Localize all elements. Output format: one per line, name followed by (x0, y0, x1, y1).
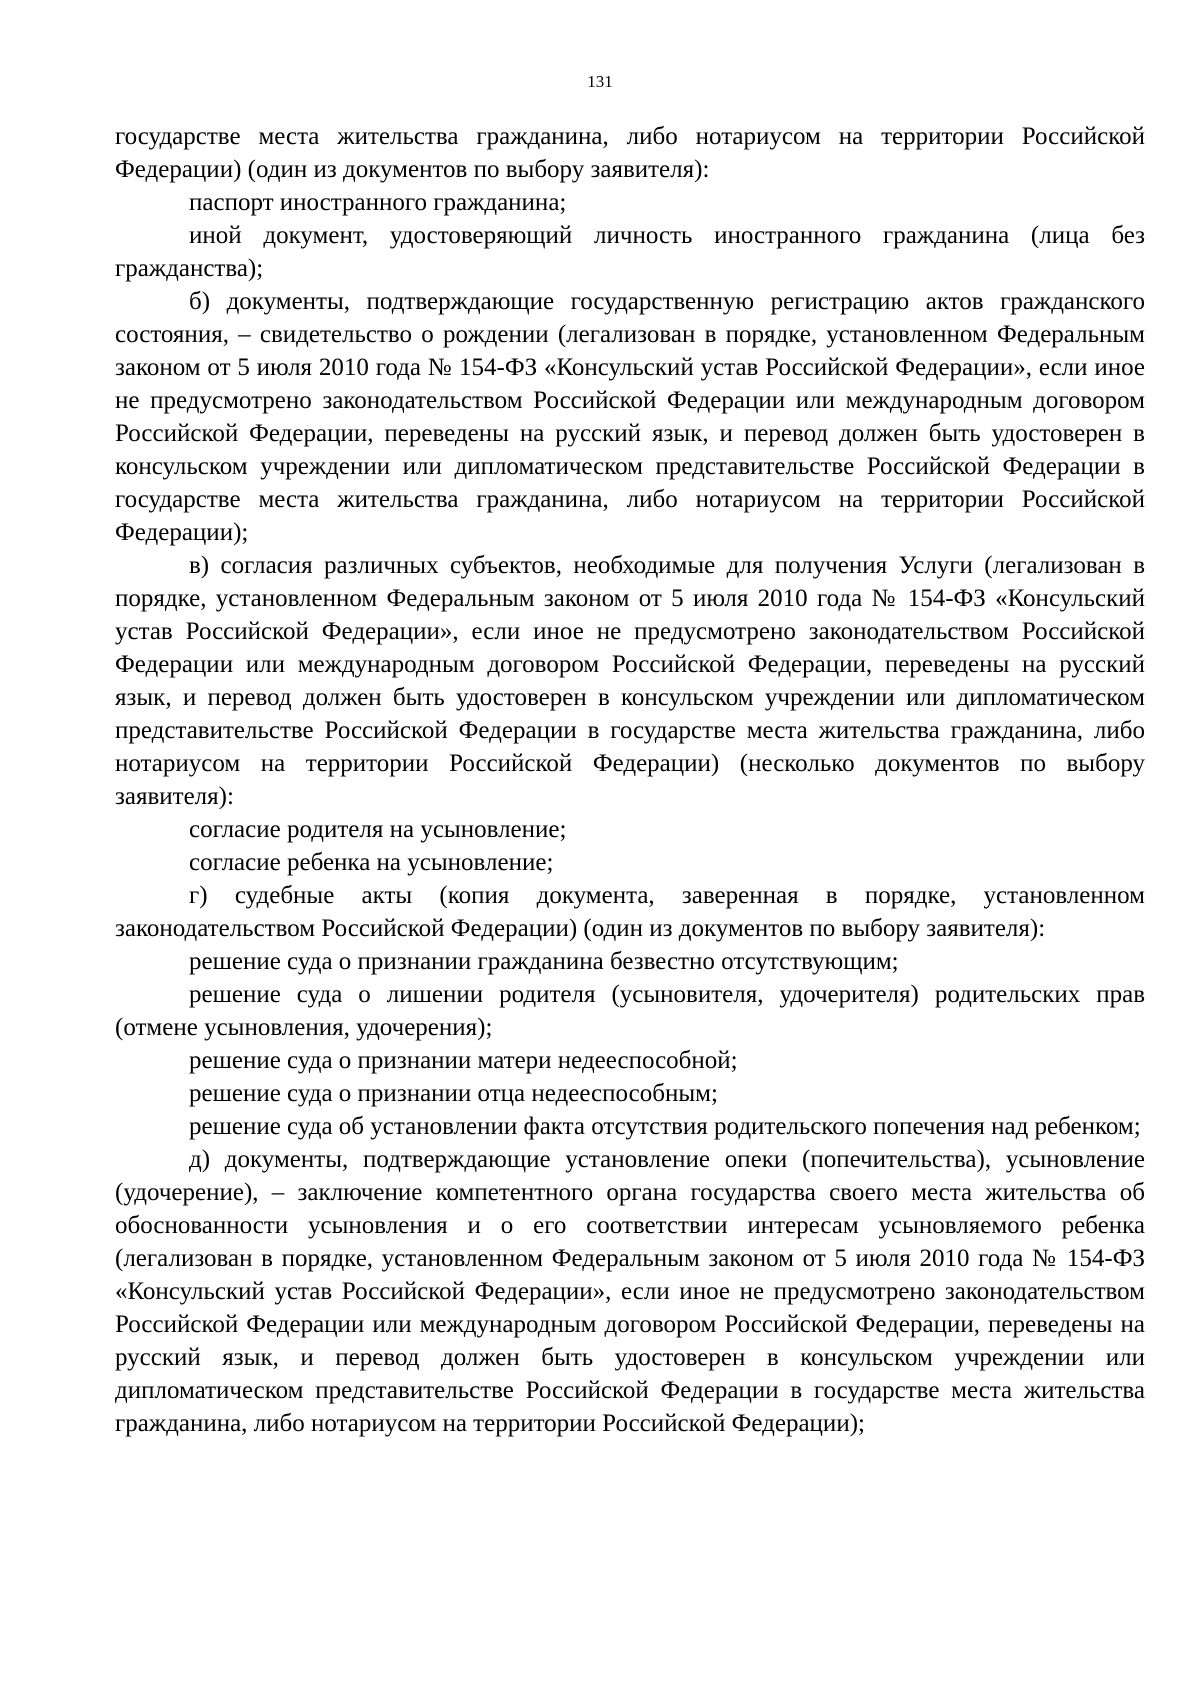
list-item-passport: паспорт иностранного гражданина; (189, 189, 567, 216)
paragraph-item-g: г) судебные акты (копия документа, заверенная в порядке, установленном законодательством Российской Федерации) (один из документов по выбору заявителя): (115, 882, 1145, 942)
list-item-other-id: иной документ, удостоверяющий личность иностранного гражданина (лица без гражданства); (115, 222, 1145, 282)
list-item-court-father: решение суда о признании отца недееспособным; (189, 1080, 718, 1107)
document-body (115, 120, 1145, 1440)
list-item-child-consent: согласие ребенка на усыновление; (189, 849, 554, 876)
page-number: 131 (587, 72, 613, 91)
list-item-court-care: решение суда об установлении факта отсутствия родительского попечения над ребенком; (189, 1113, 1141, 1140)
paragraph-continuation: государстве места жительства гражданина, либо нотариусом на территории Российской Федерации) (один из документов по выбору заявителя): (115, 123, 1145, 183)
list-item-parent-consent: согласие родителя на усыновление; (189, 816, 567, 843)
paragraph-item-b: б) документы, подтверждающие государственную регистрацию актов гражданского состояния, – свидетельство о рождении (легализован в порядке, установленном Федеральным законом от 5 июля 2010 года № 154-ФЗ «Консульский устав Российской Федерации», если иное не предусмотрено законодательством Российской Федерации или международным договором Российской Федерации, переведены на русский язык, и перевод должен быть удостоверен в консульском учреждении или дипломатическом представительстве Российской Федерации в государстве места жительства гражданина, либо нотариусом на территории Российской Федерации); (115, 288, 1145, 546)
list-item-court-missing: решение суда о признании гражданина безвестно отсутствующим; (189, 948, 899, 975)
list-item-court-mother: решение суда о признании матери недееспособной; (189, 1047, 738, 1074)
paragraph-item-v: в) согласия различных субъектов, необходимые для получения Услуги (легализован в порядке, установленном Федеральным законом от 5 июля 2010 года № 154-ФЗ «Консульский устав Российской Федерации», если иное не предусмотрено законодательством Российской Федерации или международным договором Российской Федерации, переведены на русский язык, и перевод должен быть удостоверен в консульском учреждении или дипломатическом представительстве Российской Федерации в государстве места жительства гражданина, либо нотариусом на территории Российской Федерации) (несколько документов по выбору заявителя): (115, 552, 1145, 810)
list-item-court-deprivation: решение суда о лишении родителя (усыновителя, удочерителя) родительских прав (отмене усыновления, удочерения); (115, 981, 1145, 1041)
paragraph-item-d: д) документы, подтверждающие установление опеки (попечительства), усыновление (удочерение), – заключение компетентного органа государства своего места жительства об обоснованности усыновления и о его соответствии интересам усыновляемого ребенка (легализован в порядке, установленном Федеральным законом от 5 июля 2010 года № 154-ФЗ «Консульский устав Российской Федерации», если иное не предусмотрено законодательством Российской Федерации или международным договором Российской Федерации, переведены на русский язык, и перевод должен быть удостоверен в консульском учреждении или дипломатическом представительстве Российской Федерации в государстве места жительства гражданина, либо нотариусом на территории Российской Федерации); (115, 1146, 1145, 1437)
